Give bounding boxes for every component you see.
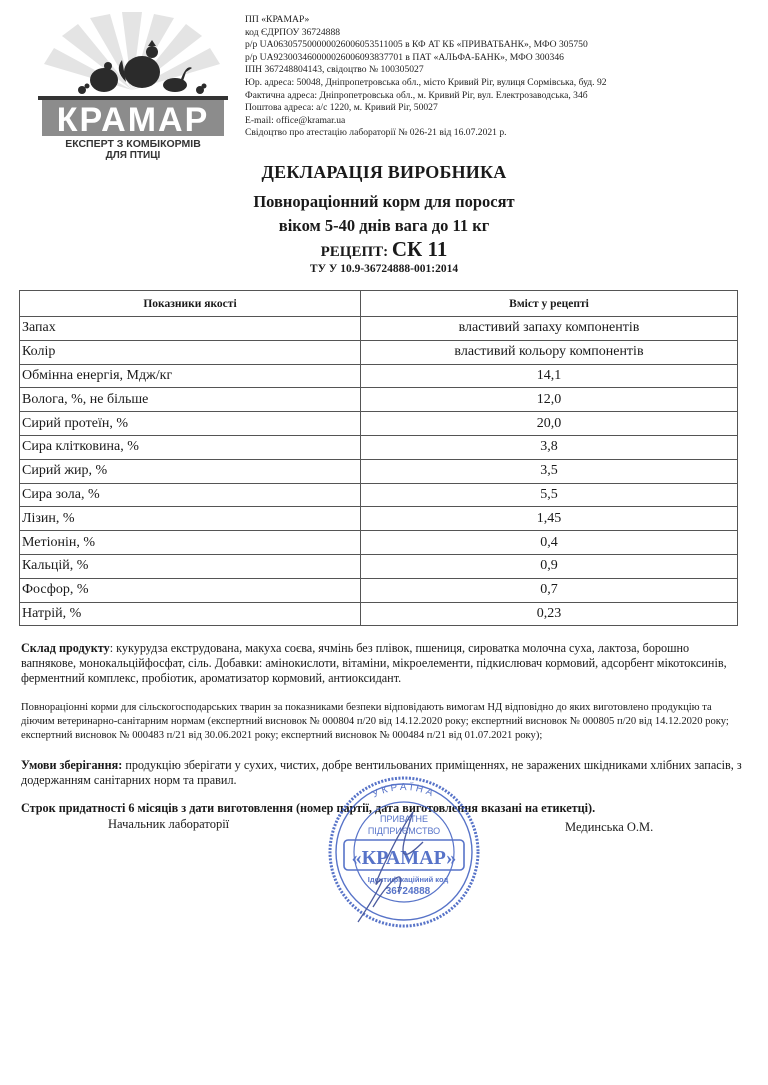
letterhead-lab-certificate: Свідоцтво про атестацію лабораторії № 026-21 від 16.07.2021 р. xyxy=(245,127,507,139)
letterhead-legal-address: Юр. адреса: 50048, Дніпропетровська обл., місто Кривий Ріг, вулиця Сормівська, буд. 92 xyxy=(245,76,607,88)
letterhead-postal-address: Поштова адреса: а/с 1220, м. Кривий Ріг, 50027 xyxy=(245,102,438,114)
table-row xyxy=(20,435,738,459)
table-row xyxy=(20,483,738,507)
value-cell: 20,0 xyxy=(361,412,738,436)
product-composition xyxy=(21,641,746,686)
recipe-label: РЕЦЕПТ: xyxy=(320,244,392,260)
table-row xyxy=(20,459,738,483)
letterhead-edrpou: код ЄДРПОУ 36724888 xyxy=(245,26,341,38)
indicator-cell: Фосфор, % xyxy=(20,578,361,602)
svg-text:УКРАЇНА: УКРАЇНА xyxy=(370,781,438,801)
value-cell: 3,5 xyxy=(361,459,738,483)
product-name-line-2: віком 5-40 днів вага до 11 кг xyxy=(278,216,490,235)
indicator-cell: Запах xyxy=(20,317,361,341)
letterhead-actual-address: Фактична адреса: Дніпропетровська обл., м. Кривий Ріг, вул. Електрозаводська, 34б xyxy=(245,89,588,101)
storage-text: продукцію зберігати у сухих, чистих, добре вентильованих приміщеннях, не заражених шкідниками хлібних запасів, з додержанням санітарних норм та правил. xyxy=(21,758,742,787)
seal-stamp-icon xyxy=(318,772,490,930)
table-row xyxy=(20,554,738,578)
letterhead-bank-account-2: р/р UA923003460000026006093837701 в ПАТ «АЛЬФА-БАНК», МФО 300346 xyxy=(245,51,564,63)
letterhead-company-name: ПП «КРАМАР» xyxy=(245,14,310,25)
svg-text:КРАМАР: КРАМАР xyxy=(56,101,210,139)
value-cell: 1,45 xyxy=(361,507,738,531)
letterhead-tax-id: ІПН 367248804143, свідоцтво № 100305027 xyxy=(245,64,424,76)
safety-statement: Повнораціонні корми для сільскогосподарських тварин за показниками безпеки відповідають вимогам НД відповідно до яких виготовлено продукцію та діючим ветеринарно-санітарним нормам (експертний висновок № 000804 п/20 від 14.12.2020 року; експертний висновок № 000805 п/20 від 14.12.2020 року; експертний висновок № 000483 п/21 від 30.06.2021 року; експертний висновок № 000484 п/21 від 01.07.2021 року); xyxy=(21,702,729,741)
recipe-heading xyxy=(0,237,768,262)
indicator-cell: Обмінна енергія, Мдж/кг xyxy=(20,364,361,388)
value-cell: властивий кольору компонентів xyxy=(361,340,738,364)
table-row xyxy=(20,317,738,341)
value-cell: 0,9 xyxy=(361,554,738,578)
recipe-code: СК 11 xyxy=(391,237,448,261)
value-cell: 12,0 xyxy=(361,388,738,412)
signatory-name: Мединська О.М. xyxy=(565,820,654,834)
svg-text:Ідентифікаційний код: Ідентифікаційний код xyxy=(367,875,449,884)
quality-indicators-table xyxy=(19,290,738,626)
indicator-cell: Натрій, % xyxy=(20,602,361,626)
indicator-cell: Волога, %, не більше xyxy=(20,388,361,412)
table-row xyxy=(20,364,738,388)
column-header-value: Вміст у рецепті xyxy=(361,291,738,317)
indicator-cell: Сирий протеїн, % xyxy=(20,412,361,436)
company-seal xyxy=(318,772,490,930)
document-title: ДЕКЛАРАЦІЯ ВИРОБНИКА xyxy=(261,162,507,182)
value-cell: 0,4 xyxy=(361,531,738,555)
svg-text:«КРАМАР»: «КРАМАР» xyxy=(351,847,457,869)
indicator-cell: Сира клітковина, % xyxy=(20,435,361,459)
value-cell: 0,7 xyxy=(361,578,738,602)
table-row xyxy=(20,412,738,436)
indicator-cell: Лізин, % xyxy=(20,507,361,531)
value-cell: 0,23 xyxy=(361,602,738,626)
table-header-row xyxy=(20,291,738,317)
indicator-cell: Сира зола, % xyxy=(20,483,361,507)
value-cell: 5,5 xyxy=(361,483,738,507)
table-row xyxy=(20,507,738,531)
letterhead-email: E-mail: office@kramar.ua xyxy=(245,114,346,126)
signatory-position: Начальник лабораторії xyxy=(108,817,230,831)
column-header-indicator: Показники якості xyxy=(20,291,361,317)
table-row xyxy=(20,340,738,364)
svg-text:36724888: 36724888 xyxy=(385,886,431,897)
letterhead-bank-account-1: р/р UA063057500000026006053511005 в КФ АТ КБ «ПРИВАТБАНК», МФО 305750 xyxy=(245,39,588,51)
value-cell: 3,8 xyxy=(361,435,738,459)
table-row xyxy=(20,602,738,626)
storage-label: Умови зберігання: xyxy=(21,758,123,772)
table-row xyxy=(20,578,738,602)
shelf-life: Строк придатності 6 місяців з дати виготовлення (номер партії, дата виготовлення вказані на етикетці). xyxy=(21,801,596,815)
value-cell: 14,1 xyxy=(361,364,738,388)
svg-text:ПРИВАТНЕ: ПРИВАТНЕ xyxy=(380,814,428,824)
table-row xyxy=(20,531,738,555)
composition-text: : кукурудза екструдована, макуха соєва, ячмінь без плівок, пшениця, сироватка молочна суха, лактоза, борошно вапнякове, монокальційфосфат, сіль. Добавки: амінокислоти, вітаміни, мікроелементи, підкислювач кормовий, адсорбент мікотоксинів, ферментний комплекс, пробіотик, ароматизатор кормовий, антиоксидант. xyxy=(21,641,727,685)
composition-label: Склад продукту xyxy=(21,641,110,655)
indicator-cell: Колір xyxy=(20,340,361,364)
product-name-line-1: Повнораціонний корм для поросят xyxy=(253,192,515,211)
poultry-silhouettes-icon xyxy=(30,10,235,160)
table-row xyxy=(20,388,738,412)
company-letterhead xyxy=(245,14,755,140)
indicator-cell: Кальцій, % xyxy=(20,554,361,578)
svg-text:ПІДПРИЄМСТВО: ПІДПРИЄМСТВО xyxy=(367,826,441,836)
indicator-cell: Сирий жир, % xyxy=(20,459,361,483)
technical-specification: ТУ У 10.9-36724888-001:2014 xyxy=(309,263,459,275)
company-logo xyxy=(30,10,235,160)
svg-text:ДЛЯ ПТИЦІ: ДЛЯ ПТИЦІ xyxy=(105,150,161,160)
svg-text:ЕКСПЕРТ З КОМБІКОРМІВ: ЕКСПЕРТ З КОМБІКОРМІВ xyxy=(65,138,201,150)
value-cell: властивий запаху компонентів xyxy=(361,317,738,341)
indicator-cell: Метіонін, % xyxy=(20,531,361,555)
